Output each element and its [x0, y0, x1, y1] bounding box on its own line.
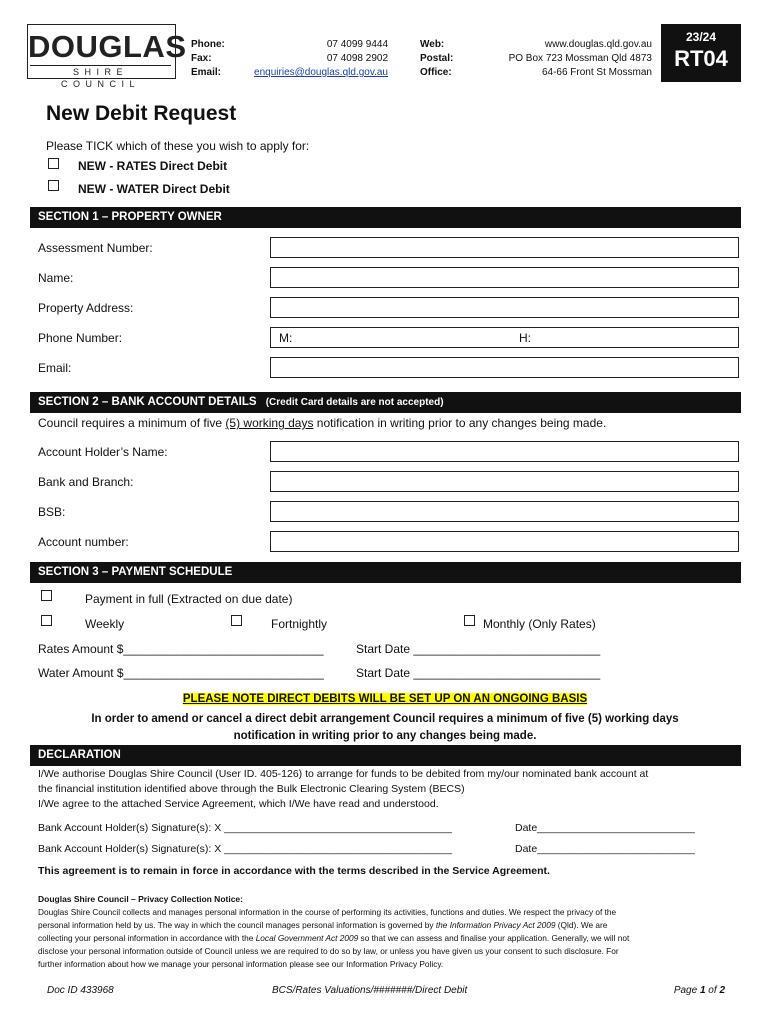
agreement-note: This agreement is to remain in force in accordance with the terms described in the Service Agreement.	[38, 865, 550, 877]
rates-amount-field[interactable]: Rates Amount $______________________________	[38, 642, 324, 656]
page-prefix: Page	[673, 985, 700, 996]
contact-values	[240, 38, 388, 80]
water-amount-field[interactable]: Water Amount $______________________________	[38, 666, 324, 680]
privacy-line-3c: so that we can assess and finalise your application. Generally, we will not	[358, 933, 630, 943]
fortnightly-label: Fortnightly	[271, 617, 328, 631]
phone-number-field[interactable]	[270, 327, 739, 348]
section-2-title: SECTION 2 – BANK ACCOUNT DETAILS	[38, 396, 257, 408]
bank-notice-pre: Council requires a minimum of five	[38, 416, 226, 430]
name-field[interactable]	[270, 267, 739, 288]
property-address-label: Property Address:	[38, 301, 134, 315]
bank-notice-post: notification in writing prior to any changes being made.	[313, 416, 607, 430]
phone-value: 07 4099 9444	[326, 39, 388, 50]
rates-debit-checkbox[interactable]	[48, 158, 59, 169]
bsb-label: BSB:	[38, 505, 66, 519]
declaration-header	[30, 745, 741, 766]
ongoing-notice-row	[0, 692, 770, 707]
water-debit-checkbox[interactable]	[48, 180, 59, 191]
fax-value: 07 4098 2902	[326, 53, 388, 64]
intro-text: Please TICK which of these you wish to apply for:	[46, 139, 310, 153]
doc-reference: BCS/Rates Valuations/#######/Direct Debit	[272, 985, 468, 996]
bsb-field[interactable]	[270, 501, 739, 522]
bank-branch-field[interactable]	[270, 471, 739, 492]
privacy-line-2	[38, 919, 733, 932]
privacy-line-3a: collecting your personal information in accordance with the	[38, 933, 256, 943]
property-address-field[interactable]	[270, 297, 739, 318]
water-start-date-field[interactable]: Start Date ____________________________	[356, 666, 601, 680]
date-field-2[interactable]: Date___________________________	[515, 843, 695, 855]
address-values	[480, 38, 652, 80]
web-value[interactable]: www.douglas.qld.gov.au	[544, 39, 652, 50]
declaration-line-3: I/We agree to the attached Service Agreement, which I/We have read and understood.	[38, 798, 439, 810]
signature-field-1[interactable]: Bank Account Holder(s) Signature(s): X _______________________________________	[38, 822, 452, 834]
account-holder-field[interactable]	[270, 441, 739, 462]
date-field-1[interactable]: Date___________________________	[515, 822, 695, 834]
payment-full-label: Payment in full (Extracted on due date)	[85, 592, 293, 606]
postal-value: PO Box 723 Mossman Qld 4873	[508, 53, 652, 64]
page-of: of	[705, 985, 720, 996]
form-code-badge	[661, 24, 741, 82]
bank-notice-underline: (5) working days	[225, 416, 314, 430]
assessment-number-field[interactable]	[270, 237, 739, 258]
rates-start-date-field[interactable]: Start Date ____________________________	[356, 642, 601, 656]
name-label: Name:	[38, 271, 74, 285]
page-title: New Debit Request	[46, 102, 237, 125]
amend-notice-1: In order to amend or cancel a direct debit arrangement Council requires a minimum of five (5) working days	[91, 713, 679, 725]
weekly-checkbox[interactable]	[41, 615, 52, 626]
monthly-label: Monthly (Only Rates)	[483, 617, 596, 631]
douglas-logo	[27, 24, 187, 89]
account-number-field[interactable]	[270, 531, 739, 552]
section-1-header	[30, 207, 741, 228]
assessment-number-label: Assessment Number:	[38, 241, 153, 255]
section-2-header	[30, 392, 741, 413]
privacy-line-2a: personal information held by us. The way in which the council manages personal information is governed by	[38, 920, 436, 930]
account-holder-label: Account Holder’s Name:	[38, 445, 168, 459]
privacy-body	[38, 906, 733, 971]
ongoing-notice: PLEASE NOTE DIRECT DEBITS WILL BE SET UP ON AN ONGOING BASIS	[182, 693, 588, 705]
local-gov-act-name: Local Government Act 2009	[255, 933, 359, 943]
mobile-label: M:	[279, 331, 293, 345]
signature-field-2[interactable]: Bank Account Holder(s) Signature(s): X _______________________________________	[38, 843, 452, 855]
declaration-title: DECLARATION	[38, 749, 121, 761]
privacy-line-4: disclose your personal information outside of Council unless we are required to do so by law, or unless you have given us your consent to such disclosure. For	[38, 946, 619, 956]
office-value: 64-66 Front St Mossman	[541, 67, 652, 78]
office-label: Office:	[420, 67, 452, 78]
fortnightly-checkbox[interactable]	[231, 615, 242, 626]
payment-full-checkbox[interactable]	[41, 590, 52, 601]
privacy-line-3	[38, 932, 733, 945]
phone-label: Phone:	[191, 39, 225, 50]
declaration-line-2: the financial institution identified above through the Bulk Electronic Clearing System (BECS)	[38, 783, 465, 795]
monthly-checkbox[interactable]	[464, 615, 475, 626]
bank-branch-label: Bank and Branch:	[38, 475, 134, 489]
credit-card-note: (Credit Card details are not accepted)	[265, 397, 444, 408]
fax-label: Fax:	[191, 53, 212, 64]
form-year: 23/24	[685, 30, 717, 44]
privacy-line-2c: (Qld). We are	[555, 920, 608, 930]
declaration-line-1: I/We authorise Douglas Shire Council (User ID. 405-126) to arrange for funds to be debited from my/our nominated bank account at	[38, 768, 649, 780]
email-label: Email:	[38, 361, 72, 375]
address-labels	[420, 38, 480, 80]
page-current: 1	[699, 985, 706, 996]
water-debit-label: NEW - WATER Direct Debit	[78, 182, 230, 196]
privacy-act-name: the Information Privacy Act 2009	[435, 920, 556, 930]
form-code: RT04	[674, 46, 728, 71]
rates-debit-label: NEW - RATES Direct Debit	[78, 159, 228, 173]
doc-id: Doc ID 433968	[47, 985, 114, 996]
privacy-line-1: Douglas Shire Council collects and manages personal information in the course of performing its activities, functions and duties. We respect the privacy of the	[38, 907, 617, 917]
email-field[interactable]	[270, 357, 739, 378]
bank-notice	[38, 416, 606, 431]
weekly-label: Weekly	[85, 617, 125, 631]
account-number-label: Account number:	[38, 535, 129, 549]
section-1-title: SECTION 1 – PROPERTY OWNER	[38, 211, 222, 223]
privacy-line-5: further information about how we manage your personal information please see our Information Privacy Policy.	[38, 959, 444, 969]
logo-text: DOUGLAS	[28, 29, 187, 64]
amend-notice-2: notification in writing prior to any changes being made.	[233, 730, 537, 742]
page-total: 2	[719, 985, 725, 996]
privacy-title: Douglas Shire Council – Privacy Collection Notice:	[38, 894, 243, 904]
email-link[interactable]: enquiries@douglas.qld.gov.au	[254, 67, 388, 78]
logo-subtext: SHIRE COUNCIL	[30, 65, 171, 79]
postal-label: Postal:	[420, 53, 454, 64]
email-label: Email:	[191, 67, 222, 78]
section-3-header	[30, 562, 741, 583]
section-3-title: SECTION 3 – PAYMENT SCHEDULE	[38, 566, 233, 578]
home-label: H:	[519, 331, 531, 345]
phone-number-label: Phone Number:	[38, 331, 123, 345]
web-label: Web:	[420, 39, 445, 50]
page-number	[640, 983, 725, 998]
